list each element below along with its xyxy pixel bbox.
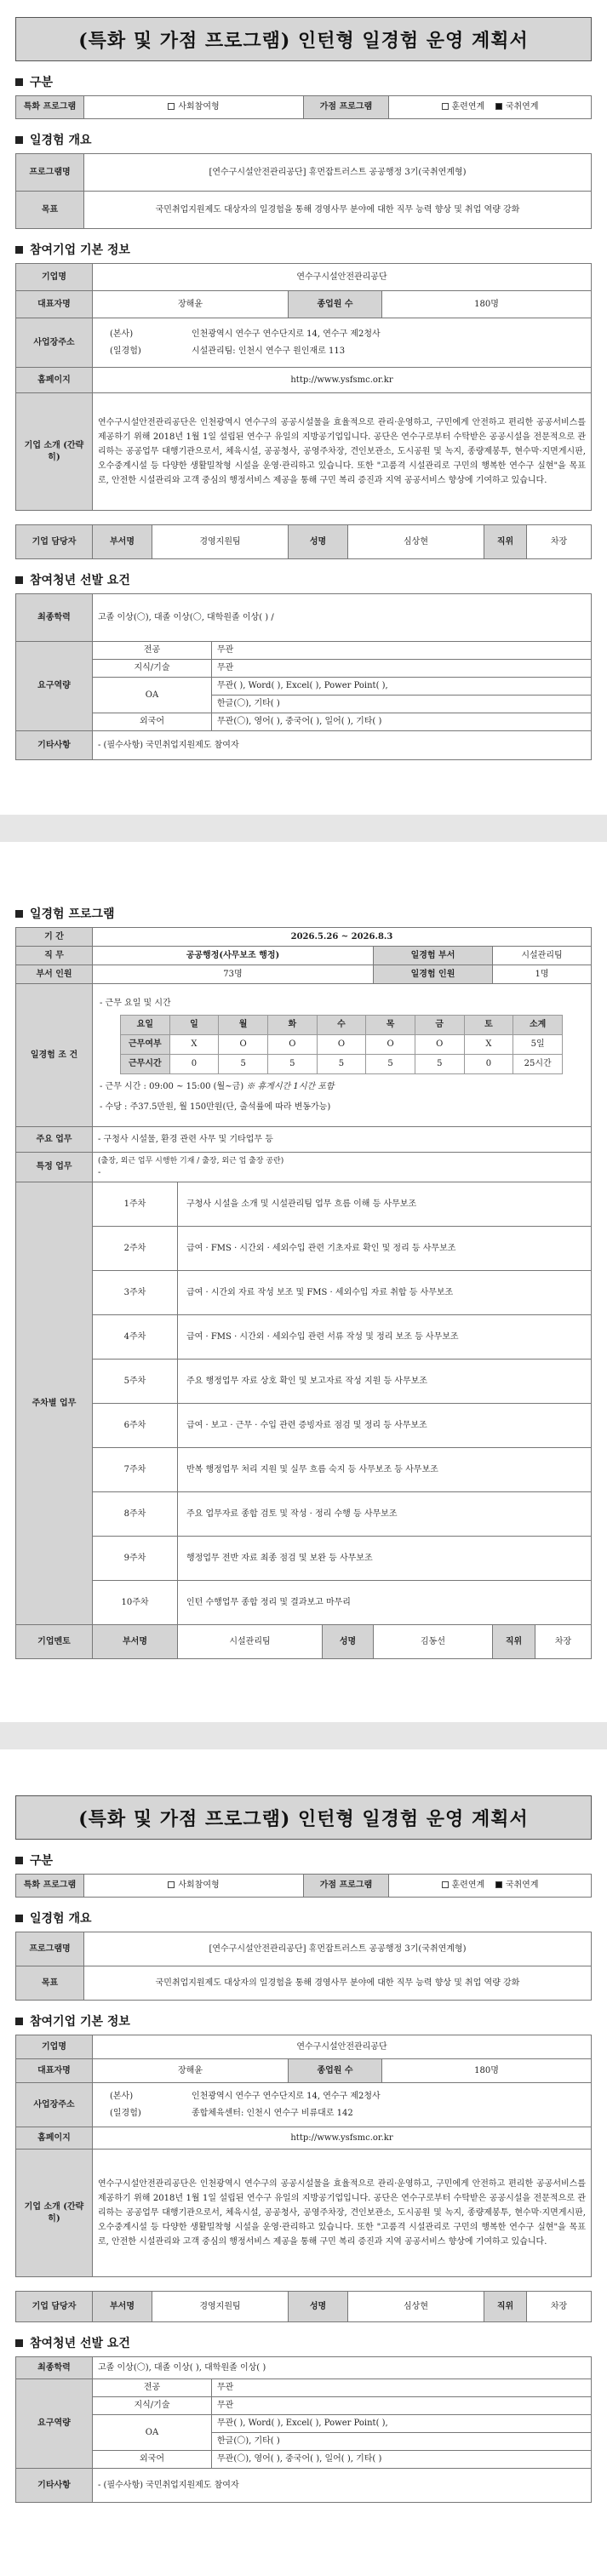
- hours-row-cell: 25시간: [513, 1054, 563, 1073]
- week-number: 1주차: [93, 1182, 178, 1227]
- page-title-repeat: (특화 및 가점 프로그램) 인턴형 일경험 운영 계획서: [15, 1795, 592, 1840]
- square-bullet-icon: [15, 136, 23, 144]
- square-bullet-icon: [15, 2018, 23, 2025]
- manager-position: 차장: [527, 525, 592, 559]
- manager-dept: 경영지원팀: [152, 525, 289, 559]
- days-head-cell: 화: [267, 1015, 317, 1034]
- program-goal: 국민취업지원제도 대상자의 일경험을 통해 경영사무 분야에 대한 직무 능력 향상 및 취업 역량 강화: [84, 192, 592, 229]
- week-task: 인턴 수행업무 종합 정리 및 결과보고 마무리: [178, 1581, 592, 1625]
- work-row-cell: X: [169, 1034, 219, 1054]
- mentor-dept: 시설관리팀: [178, 1625, 323, 1659]
- week-task: 급여 · FMS · 시간외 · 세외수입 관련 기초자료 확인 및 정리 등 사무보조: [178, 1227, 592, 1271]
- week-row: [16, 1182, 592, 1227]
- program-period: 2026.5.26 ~ 2026.8.3: [93, 928, 592, 947]
- schedule-table: [120, 1015, 563, 1074]
- hours-row-cell: 5: [219, 1054, 268, 1073]
- week-row: [16, 1448, 592, 1492]
- square-bullet-icon: [15, 1857, 23, 1864]
- week-row: [16, 1315, 592, 1360]
- week-task: 급여 · 시간외 자료 작성 보조 및 FMS · 세외수입 자료 취합 등 사무보조: [178, 1271, 592, 1315]
- company-name: 연수구시설안전관리공단: [93, 264, 592, 291]
- square-bullet-icon: [15, 78, 23, 86]
- week-row: [16, 1492, 592, 1537]
- dept-staff: 73명: [93, 965, 374, 984]
- week-row: [16, 1227, 592, 1271]
- special-program-label: 특화 프로그램: [16, 96, 84, 119]
- mentor-name: 김동선: [374, 1625, 493, 1659]
- bonus-program-label: 가점 프로그램: [304, 96, 389, 119]
- program-dept: 시설관리팀: [493, 947, 592, 965]
- hours-row-cell: 0: [169, 1054, 219, 1073]
- days-head-cell: 일: [169, 1015, 219, 1034]
- week-task: 행정업무 전반 자료 최종 점검 및 보완 등 사무보조: [178, 1537, 592, 1581]
- week-task: 주요 업무자료 종합 검토 및 작성 · 정리 수행 등 사무보조: [178, 1492, 592, 1537]
- manager-table-repeat: 기업 담당자 부서명 경영지원팀 성명 심상현 직위 차장: [15, 2291, 592, 2322]
- week-number: 6주차: [93, 1404, 178, 1448]
- page-title: (특화 및 가점 프로그램) 인턴형 일경험 운영 계획서: [15, 17, 592, 61]
- program-name: [연수구시설안전관리공단] 휴먼잡트러스트 공공행정 3기(국취연계형): [84, 154, 592, 192]
- work-row-cell: O: [415, 1034, 464, 1054]
- checkbox-social[interactable]: [168, 103, 175, 110]
- square-bullet-icon: [15, 2339, 23, 2347]
- work-row-cell: O: [267, 1034, 317, 1054]
- section-company: 참여기업 기본 정보: [15, 241, 592, 258]
- intern-count: 1명: [493, 965, 592, 984]
- page-2: [0, 854, 607, 1659]
- days-head-cell: 수: [317, 1015, 366, 1034]
- company-address: (본사) 인천광역시 연수구 연수단지로 14, 연수구 제2청사 (일경험) 시설관리팀: 인천시 연수구 원인재로 113: [93, 318, 592, 368]
- company-table-repeat: 기업명 연수구시설안전관리공단 대표자명 장해윤 종업원 수 180명 사업장주소 (본사) 인천광역시 연수구 연수단지로 14, 연수구 제2청사 (일경험) 종합체육센터: 인천시 연수구 비류대로 142 홈페이지 http://www.ysfsmc.or.kr 기업 소개 (간략히) 연수구시설안전관리공단은 인천광역시 연수구의 공공시설물을 효율적으로 관리·운영하고, 구민에게 안전하고 편리한 공공서비스를 제공하기 위해 2018년 1월 1일 설립된 연수구 유일의 지방공기업입니다. 공단은 연수구로부터 수탁받은 공공시설을 전문적으로 관리하는 공공업무 대행기관으로서, 체육시설, 공공청사, 공영주차장, 견인보관소, 도시공원 및 녹지, 종량제봉투, 현수막·지면게시판, 오수중계시설 등 다양한 생활밀착형 시설을 운영·관리하고 있습니다. 또한 "고품격 시설관리로 구민의 행복한 연수구 실현"을 목표로, 안전한 시설관리와 고객 중심의 행정서비스 제공을 통해 구민 복리 증진과 지역 공공서비스 향상에 기여하고 있습니다.: [15, 2035, 592, 2277]
- days-head-cell: 토: [464, 1015, 513, 1034]
- homepage-link[interactable]: http://www.ysfsmc.or.kr: [93, 368, 592, 393]
- program-table: 기 간 2026.5.26 ~ 2026.8.3 직 무 공공행정(사무보조 행정) 일경험 부서 시설관리팀 부서 인원 73명 일경험 인원 1명 일경험 조 건 - 근무 요일 및 시간 요일 일 월 화 수 목 금 토 소계 근무여부 X O O O O O X 5일 근무시간 0 5 5 5 5 5 0 25시간 - 근무 시간 : 09:00 ~ 15:00 (월~금) ※ 휴게시간 1시간 포함 - 수당 : 주37.5만원, 월 150만원(단, 출석률에 따라 변동가능) 주요 업무 - 구청사 시설물, 환경 관련 사무 및 기타업무 등 특정 업무 (출장, 외근 업무 시행한 기재 / 출장, 외근 업 출장 공란) - 주차별 업무 1주차 구청사 시설을 소개 및 시설관리팀 업무 흐름 이해 등 사무보조 2주차 급여 · FMS · 시간외 · 세외수입 관련 기초자료 확인 및 정리 등 사무보조 3주차 급여 · 시간외 자료 작성 보조 및 FMS · 세외수입 자료 취합 등 사무보조 4주차 급여 · FMS · 시간외 · 세외수입 관련 서류 작성 및 정리 보조 등 사무보조 5주차 주요 행정업무 자료 상호 확인 및 보고자료 작성 지원 등 사무보조 6주차 급여 · 보고 · 근무 · 수입 관련 증빙자료 점검 및 정리 등 사무보조 7주차 반복 행정업무 처리 지원 및 실무 흐름 숙지 등 사무보조 등 사무보조 8주차 주요 업무자료 종합 검토 및 작성 · 정리 수행 등 사무보조 9주차 행정업무 전반 자료 최종 점검 및 보완 등 사무보조 10주차 인턴 수행업무 종합 정리 및 결과보고 마무리 기업멘토 부서명 시설관리팀 성명 김동선 직위 차장: [15, 927, 592, 1659]
- page-3: (특화 및 가점 프로그램) 인턴형 일경험 운영 계획서 구분 특화 프로그램 사회참여형 가점 프로그램 훈련연계 국취연계 일경험 개요 프로그램명 [연수구시설안전관리공단] 휴먼잡트러스트 공공행정 3기(국취연계형) 목표 국민취업지원제도 대상자의 일경험을 통해 경영사무 분야에 대한 직무 능력 향상 및 취업 역량 강화 참여기업 기본 정보 기업명 연수구시설안전관리공단 대표자명 장해윤 종업원 수 180명 사업장주소 (본사) 인천광역시 연수구 연수단지로 14, 연수구 제2청사 (일경험) 종합체육센터: 인천시 연수구 비류대로 142 홈페이지 http://www.ysfsmc.or.kr 기업 소개 (간략히) 연수구시설안전관리공단은 인천광역시 연수구의 공공시설물을 효율적으로 관리·운영하고, 구민에게 안전하고 편리한 공공서비스를 제공하기 위해 2018년 1월 1일 설립된 연수구 유일의 지방공기업입니다. 공단은 연수구로부터 수탁받은 공공시설을 전문적으로 관리하는 공공업무 대행기관으로서, 체육시설, 공공청사, 공영주차장, 견인보관소, 도시공원 및 녹지, 종량제봉투, 현수막·지면게시판, 오수중계시설 등 다양한 생활밀착형 시설을 운영·관리하고 있습니다. 또한 "고품격 시설관리로 구민의 행복한 연수구 실현"을 목표로, 안전한 시설관리와 고객 중심의 행정서비스 제공을 통해 구민 복리 증진과 지역 공공서비스 향상에 기여하고 있습니다. 기업 담당자 부서명 경영지원팀 성명 심상현 직위 차장 참여청년 선발 요건 최종학력 고졸 이상(〇), 대졸 이상( ), 대학원졸 이상( ) 요구역량 전공 무관 지식/기술 무관 OA 무관( ), Word( ), Excel( ), Power Point( ), 한글(〇), 기타( ) 외국어 무관(〇), 영어( ), 중국어( ), 일어( ), 기타( ) 기타사항 - (필수사항) 국민취업지원제도 참여자: [0, 1761, 607, 2503]
- work-row-cell: X: [464, 1034, 513, 1054]
- gubun-table-repeat: 특화 프로그램 사회참여형 가점 프로그램 훈련연계 국취연계: [15, 1874, 592, 1898]
- hours-row-cell: 5: [366, 1054, 415, 1073]
- week-task: 주요 행정업무 자료 상호 확인 및 보고자료 작성 지원 등 사무보조: [178, 1360, 592, 1404]
- square-bullet-icon: [15, 246, 23, 254]
- page-1: [0, 17, 607, 760]
- week-row: [16, 1271, 592, 1315]
- square-bullet-icon: [15, 576, 23, 584]
- overview-table-repeat: 프로그램명 [연수구시설안전관리공단] 휴먼잡트러스트 공공행정 3기(국취연계형) 목표 국민취업지원제도 대상자의 일경험을 통해 경영사무 분야에 대한 직무 능력 향상 및 취업 역량 강화: [15, 1932, 592, 2001]
- gubun-table: 특화 프로그램 사회참여형 가점 프로그램 훈련연계 국취연계: [15, 95, 592, 119]
- week-number: 10주차: [93, 1581, 178, 1625]
- week-number: 9주차: [93, 1537, 178, 1581]
- program-job: 공공행정(사무보조 행정): [93, 947, 374, 965]
- days-head-cell: 목: [366, 1015, 415, 1034]
- week-number: 7주차: [93, 1448, 178, 1492]
- week-row: [16, 1360, 592, 1404]
- page-break: [0, 803, 607, 854]
- ceo-name: 장해윤: [93, 291, 289, 318]
- weekly-label: 주차별 업무: [16, 1182, 93, 1625]
- mentor-position: 차장: [535, 1625, 592, 1659]
- education-req: 고졸 이상(〇), 대졸 이상(〇, 대학원졸 이상( ) /: [93, 594, 592, 642]
- week-number: 2주차: [93, 1227, 178, 1271]
- checkbox-training[interactable]: [442, 1881, 449, 1888]
- hours-row-cell: 근무시간: [121, 1054, 170, 1073]
- section-program: 일경험 프로그램: [15, 905, 592, 922]
- days-head-cell: 금: [415, 1015, 464, 1034]
- company-table: 기업명 연수구시설안전관리공단 대표자명 장해윤 종업원 수 180명 사업장주소 (본사) 인천광역시 연수구 연수단지로 14, 연수구 제2청사 (일경험) 시설관리팀: 인천시 연수구 원인재로 113 홈페이지 http://www.ysfsmc.or.kr 기업 소개 (간략히) 연수구시설안전관리공단은 인천광역시 연수구의 공공시설물을 효율적으로 관리·운영하고, 구민에게 안전하고 편리한 공공서비스를 제공하기 위해 2018년 1월 1일 설립된 연수구 유일의 지방공기업입니다. 공단은 연수구로부터 수탁받은 공공시설을 전문적으로 관리하는 공공업무 대행기관으로서, 체육시설, 공공청사, 공영주차장, 견인보관소, 도시공원 및 녹지, 종량제봉투, 현수막·지면게시판, 오수중계시설 등 다양한 생활밀착형 시설을 운영·관리하고 있습니다. 또한 "고품격 시설관리로 구민의 행복한 연수구 실현"을 목표로, 안전한 시설관리와 고객 중심의 행정서비스 제공을 통해 구민 복리 증진과 지역 공공서비스 향상에 기여하고 있습니다.: [15, 263, 592, 511]
- week-row: [16, 1404, 592, 1448]
- week-number: 5주차: [93, 1360, 178, 1404]
- main-duties: - 구청사 시설물, 환경 관련 사무 및 기타업무 등: [93, 1127, 592, 1153]
- week-number: 4주차: [93, 1315, 178, 1360]
- work-row-cell: 5일: [513, 1034, 563, 1054]
- checkbox-training[interactable]: [442, 103, 449, 110]
- employee-count: 180명: [382, 291, 592, 318]
- overview-table: 프로그램명 [연수구시설안전관리공단] 휴먼잡트러스트 공공행정 3기(국취연계형) 목표 국민취업지원제도 대상자의 일경험을 통해 경영사무 분야에 대한 직무 능력 향상 및 취업 역량 강화: [15, 153, 592, 229]
- week-row: [16, 1581, 592, 1625]
- work-row-cell: 근무여부: [121, 1034, 170, 1054]
- special-duties: (출장, 외근 업무 시행한 기재 / 출장, 외근 업 출장 공란) -: [93, 1153, 592, 1182]
- week-task: 급여 · 보고 · 근무 · 수입 관련 증빙자료 점검 및 정리 등 사무보조: [178, 1404, 592, 1448]
- week-number: 3주차: [93, 1271, 178, 1315]
- section-gubun: 구분: [15, 73, 592, 90]
- week-number: 8주차: [93, 1492, 178, 1537]
- hours-row-cell: 0: [464, 1054, 513, 1073]
- work-row-cell: O: [366, 1034, 415, 1054]
- square-bullet-icon: [15, 910, 23, 918]
- week-task: 반복 행정업무 처리 지원 및 실무 흐름 숙지 등 사무보조 등 사무보조: [178, 1448, 592, 1492]
- work-conditions: - 근무 요일 및 시간 요일 일 월 화 수 목 금 토 소계 근무여부 X O O O O O X 5일 근무시간 0 5 5 5 5 5 0 25시간 - 근무 시간 : 09:00 ~ 15:00 (월~금) ※ 휴게시간 1시간 포함 - 수당 : 주37.5만원, 월 150만원(단, 출석률에 따라 변동가능): [93, 984, 592, 1127]
- days-head-cell: 요일: [121, 1015, 170, 1034]
- manager-table: 기업 담당자 부서명 경영지원팀 성명 심상현 직위 차장: [15, 524, 592, 559]
- section-overview: 일경험 개요: [15, 131, 592, 148]
- days-head-cell: 월: [219, 1015, 268, 1034]
- company-intro: 연수구시설안전관리공단은 인천광역시 연수구의 공공시설물을 효율적으로 관리·운영하고, 구민에게 안전하고 편리한 공공서비스를 제공하기 위해 2018년 1월 1일 설립된 연수구 유일의 지방공기업입니다. 공단은 연수구로부터 수탁받은 공공시설을 전문적으로 관리하는 공공업무 대행기관으로서, 체육시설, 공공청사, 공영주차장, 견인보관소, 도시공원 및 녹지, 종량제봉투, 현수막·지면게시판, 오수중계시설 등 다양한 생활밀착형 시설을 운영·관리하고 있습니다. 또한 "고품격 시설관리로 구민의 행복한 연수구 실현"을 목표로, 안전한 시설관리와 고객 중심의 행정서비스 제공을 통해 구민 복리 증진과 지역 공공서비스 향상에 기여하고 있습니다.: [93, 393, 592, 511]
- page-break: [0, 1710, 607, 1761]
- hours-row-cell: 5: [267, 1054, 317, 1073]
- week-task: 급여 · FMS · 시간외 · 세외수입 관련 서류 작성 및 정리 보조 등 사무보조: [178, 1315, 592, 1360]
- checkbox-employment-checked[interactable]: [495, 1881, 502, 1888]
- requirements-table-repeat: 최종학력 고졸 이상(〇), 대졸 이상( ), 대학원졸 이상( ) 요구역량 전공 무관 지식/기술 무관 OA 무관( ), Word( ), Excel( ), Power Point( ), 한글(〇), 기타( ) 외국어 무관(〇), 영어( ), 중국어( ), 일어( ), 기타( ) 기타사항 - (필수사항) 국민취업지원제도 참여자: [15, 2356, 592, 2503]
- requirements-table: 최종학력 고졸 이상(〇), 대졸 이상(〇, 대학원졸 이상( ) / 요구역량 전공 무관 지식/기술 무관 OA 무관( ), Word( ), Excel( ), Power Point( ), 한글(〇), 기타( ) 외국어 무관(〇), 영어( ), 중국어( ), 일어( ), 기타( ) 기타사항 - (필수사항) 국민취업지원제도 참여자: [15, 593, 592, 760]
- week-row: [16, 1537, 592, 1581]
- manager-name: 심상현: [348, 525, 484, 559]
- etc-req: - (필수사항) 국민취업지원제도 참여자: [93, 731, 592, 760]
- work-row-cell: O: [219, 1034, 268, 1054]
- hours-row-cell: 5: [317, 1054, 366, 1073]
- checkbox-social[interactable]: [168, 1881, 175, 1888]
- days-head-cell: 소계: [513, 1015, 563, 1034]
- square-bullet-icon: [15, 1915, 23, 1922]
- work-row-cell: O: [317, 1034, 366, 1054]
- week-task: 구청사 시설을 소개 및 시설관리팀 업무 흐름 이해 등 사무보조: [178, 1182, 592, 1227]
- section-requirements: 참여청년 선발 요건: [15, 571, 592, 588]
- checkbox-employment-checked[interactable]: [495, 103, 502, 110]
- hours-row-cell: 5: [415, 1054, 464, 1073]
